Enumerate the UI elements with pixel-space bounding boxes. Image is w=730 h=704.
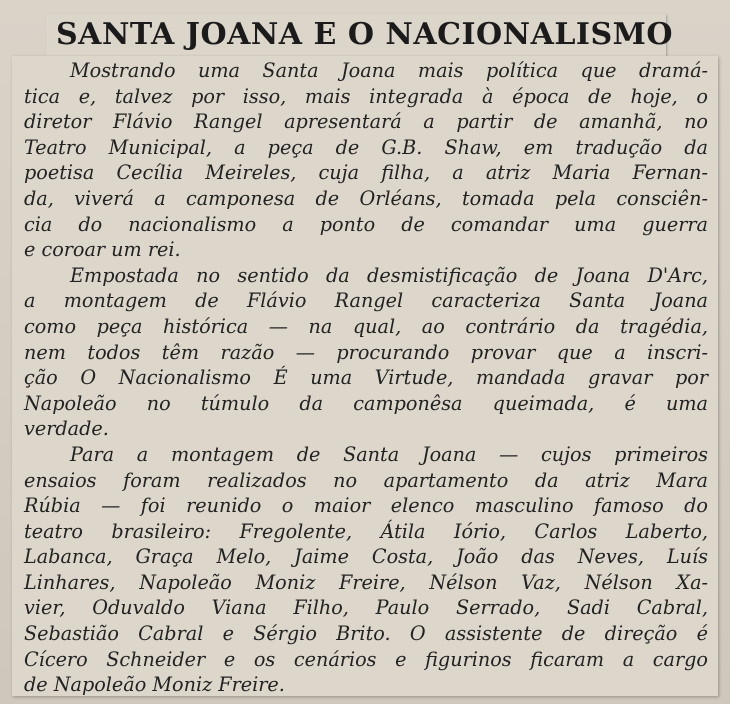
text-line: ção O Nacionalismo É uma Virtude, mandada gravar por	[24, 366, 708, 390]
text-line: ensaios foram realizados no apartamento da atriz Mara	[24, 468, 708, 492]
text-line: Rúbia — foi reunido o maior elenco masculino famoso do	[24, 494, 708, 518]
text-line: verdade.	[24, 417, 109, 441]
text-line: diretor Flávio Rangel apresentará a partir de amanhã, no	[24, 110, 708, 134]
text-line: e coroar um rei.	[24, 238, 181, 262]
headline: SANTA JOANA E O NACIONALISMO	[56, 17, 673, 52]
text-line: vier, Oduvaldo Viana Filho, Paulo Serrado, Sadi Cabral,	[24, 596, 708, 620]
text-line: tica e, talvez por isso, mais integrada à época de hoje, o	[24, 84, 708, 108]
text-line: poetisa Cecília Meireles, cuja filha, a atriz Maria Fernan-	[24, 161, 708, 185]
text-line: Linhares, Napoleão Moniz Freire, Nélson Vaz, Nélson Xa-	[24, 570, 708, 594]
text-line: a montagem de Flávio Rangel caracteriza Santa Joana	[24, 289, 708, 313]
text-line: de Napoleão Moniz Freire.	[24, 673, 285, 697]
text-line: da, viverá a camponesa de Orléans, tomada pela consciên-	[24, 186, 708, 210]
paragraph-3	[24, 442, 708, 698]
text-line: Mostrando uma Santa Joana mais política que dramá-	[70, 59, 708, 82]
paragraph-2	[24, 263, 708, 442]
text-line: Napoleão no túmulo da camponêsa queimada, é uma	[24, 391, 708, 415]
article-body	[24, 58, 708, 698]
paragraph-1	[24, 58, 708, 263]
text-line: Teatro Municipal, a peça de G.B. Shaw, em tradução da	[24, 135, 708, 159]
text-line: Empostada no sentido da desmistificação de Joana D'Arc,	[70, 263, 708, 287]
text-line: nem todos têm razão — procurando provar que a inscri-	[24, 340, 708, 364]
text-line: como peça histórica — na qual, ao contrário da tragédia,	[24, 314, 708, 338]
text-line: Sebastião Cabral e Sérgio Brito. O assistente de direção é	[24, 622, 708, 646]
text-line: cia do nacionalismo a ponto de comandar uma guerra	[24, 212, 708, 236]
text-line: Cícero Schneider e os cenários e figurinos ficaram a cargo	[24, 647, 708, 671]
text-line: Para a montagem de Santa Joana — cujos primeiros	[70, 442, 708, 466]
text-line: teatro brasileiro: Fregolente, Átila Iório, Carlos Laberto,	[24, 519, 708, 543]
text-line: Labanca, Graça Melo, Jaime Costa, João das Neves, Luís	[24, 545, 708, 569]
